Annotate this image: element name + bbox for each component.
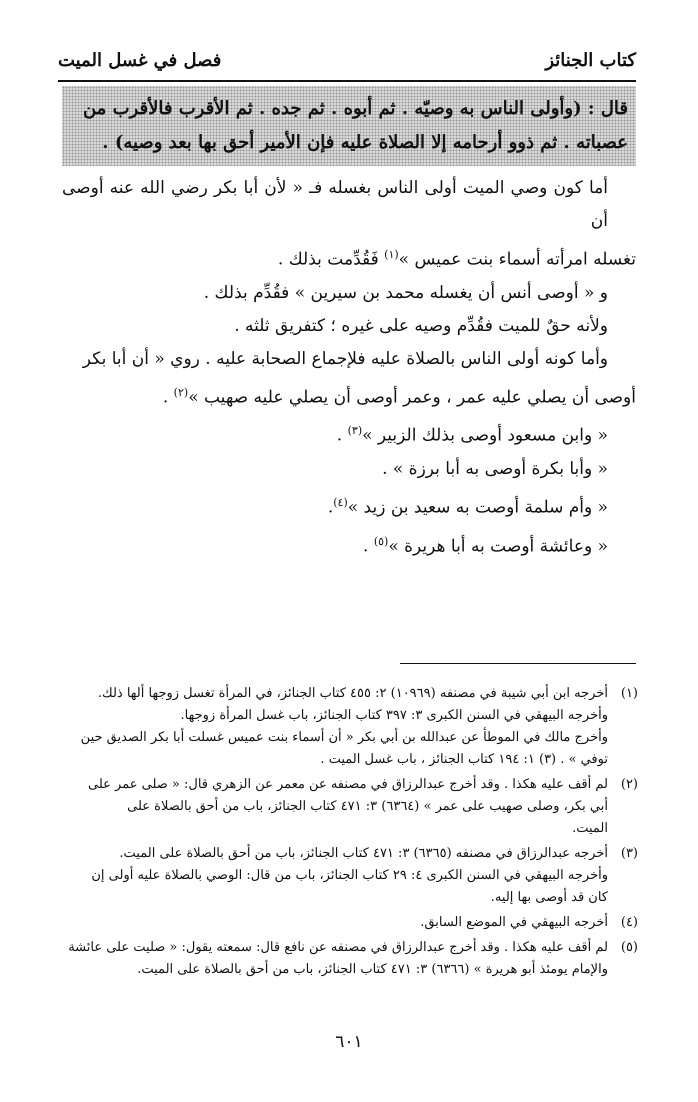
commentary-body xyxy=(62,172,636,563)
footnote-ref[interactable]: (١) xyxy=(384,248,399,261)
body-line: و « أوصى أنس أن يغسله محمد بن سيرين » فقُدِّم بذلك . xyxy=(203,282,608,303)
body-line xyxy=(62,486,636,525)
body-text: . xyxy=(336,425,348,446)
footnote-line: توفي » . (٣) ١: ١٩٤ كتاب الجنائز ، باب غسل الميت . xyxy=(320,752,608,767)
body-line: أما كون وصي الميت أولى الناس بغسله فـ « لأن أبا بكر رضي الله عنه أوصى أن xyxy=(62,178,608,231)
footnote-ref[interactable]: (٤) xyxy=(333,495,348,509)
body-line: وأما كونه أولى الناس بالصلاة عليه فلإجماع الصحابة عليه . روي « أن أبا بكر xyxy=(82,348,608,369)
footnote xyxy=(62,774,638,840)
body-text: أوصى أن يصلي عليه عمر ، وعمر أوصى أن يصلي عليه صهيب » xyxy=(188,387,636,408)
book-title: كتاب الجنائز xyxy=(545,50,636,71)
footnote-number: (٣) xyxy=(620,846,638,861)
footnote-line: أخرجه ابن أبي شيبة في مصنفه (١٠٩٦٩) ٢: ٤٥٥ كتاب الجنائز، في المرأة تغسل زوجها ألها ذلك. xyxy=(97,686,608,701)
footnote-text xyxy=(62,683,608,771)
footnotes xyxy=(62,683,638,984)
body-line xyxy=(62,238,636,277)
footnote xyxy=(62,912,638,934)
footnote-line: الميت. xyxy=(572,821,608,836)
footnote-line: والإمام يومئذ أبو هريرة » (٦٣٦٦) ٣: ٤٧١ كتاب الجنائز، باب من أحق بالصلاة على الميت. xyxy=(137,962,608,977)
footnote xyxy=(62,843,638,909)
body-line: « وأبا بكرة أوصى به أبا برزة » . xyxy=(382,458,608,479)
footnote xyxy=(62,937,638,981)
section-title: فصل في غسل الميت xyxy=(58,50,222,71)
footnote-text xyxy=(62,912,608,934)
footnote-number: (٥) xyxy=(620,940,638,955)
page-number: ٦٠١ xyxy=(335,1032,363,1052)
body-text: . xyxy=(162,387,174,408)
body-line xyxy=(62,414,636,453)
footnote-line: وأخرجه البيهقي في السنن الكبرى ٤: ٢٩ كتاب الجنائز، باب من قال: الوصي بالصلاة عليه أولى إن xyxy=(91,868,608,883)
matn-box xyxy=(62,86,636,166)
footnote-ref[interactable]: (٢) xyxy=(173,385,189,399)
footnote-number: (١) xyxy=(620,686,638,701)
body-text: « وابن مسعود أوصى بذلك الزبير » xyxy=(362,425,608,446)
running-header xyxy=(58,44,636,82)
body-text: تغسله امرأته أسماء بنت عميس » xyxy=(398,249,636,270)
footnote-number: (٢) xyxy=(620,777,638,792)
footnote-ref[interactable]: (٣) xyxy=(347,424,363,438)
matn-line: عصباته . ثم ذوو أرحامه إلا الصلاة عليه فإن الأمير أحق بها بعد وصيه) . xyxy=(102,132,628,153)
footnote-line: وأخرج مالك في الموطأ عن عبدالله بن أبي بكر « أن أسماء بنت عميس غسلت أبا بكر الصديق حين xyxy=(80,730,608,745)
body-text: « وأم سلمة أوصت به سعيد بن زيد » xyxy=(347,497,608,518)
matn-line: قال : (وأولى الناس به وصيّه . ثم أبوه . ثم جده . ثم الأقرب فالأقرب من xyxy=(82,98,628,119)
body-text: . xyxy=(363,536,374,557)
body-line xyxy=(62,525,636,564)
footnote-line: لم أقف عليه هكذا . وقد أخرج عبدالرزاق في مصنفه عن نافع قال: سمعته يقول: « صليت على عائشة xyxy=(68,940,608,955)
footnote-line: أخرجه عبدالرزاق في مصنفه (٦٣٦٥) ٣: ٤٧١ كتاب الجنائز، باب من أحق بالصلاة على الميت. xyxy=(119,846,608,861)
footnote-ref[interactable]: (٥) xyxy=(373,534,389,548)
footnote-number: (٤) xyxy=(620,915,638,930)
footnote-line: وأخرجه البيهقي في السنن الكبرى ٣: ٣٩٧ كتاب الجنائز، باب غسل المرأة زوجها. xyxy=(180,708,608,723)
body-line xyxy=(62,376,636,415)
footnote-text xyxy=(62,937,608,981)
footnote-text xyxy=(62,774,608,840)
body-text: فَقُدِّمت بذلك . xyxy=(277,249,385,270)
footnote-line: أخرجه البيهقي في الموضع السابق. xyxy=(420,915,608,930)
body-text: . xyxy=(327,497,334,518)
footnote-text xyxy=(62,843,608,909)
footnote-line: كان قد أوصى بها إليه. xyxy=(490,890,608,905)
footnote-line: أبي بكر، وصلى صهيب على عمر » (٦٣٦٤) ٣: ٤٧١ كتاب الجنائز، باب من أحق بالصلاة على xyxy=(127,799,608,814)
body-line: ولأنه حقٌ للميت فقُدِّم وصيه على غيره ؛ كتفريق ثلثه . xyxy=(234,315,608,336)
footnote-separator xyxy=(400,663,636,664)
body-text: « وعائشة أوصت به أبا هريرة » xyxy=(388,536,608,557)
footnote xyxy=(62,683,638,771)
footnote-line: لم أقف عليه هكذا . وقد أخرج عبدالرزاق في مصنفه عن معمر عن الزهري قال: « صلى عمر على xyxy=(88,777,608,792)
